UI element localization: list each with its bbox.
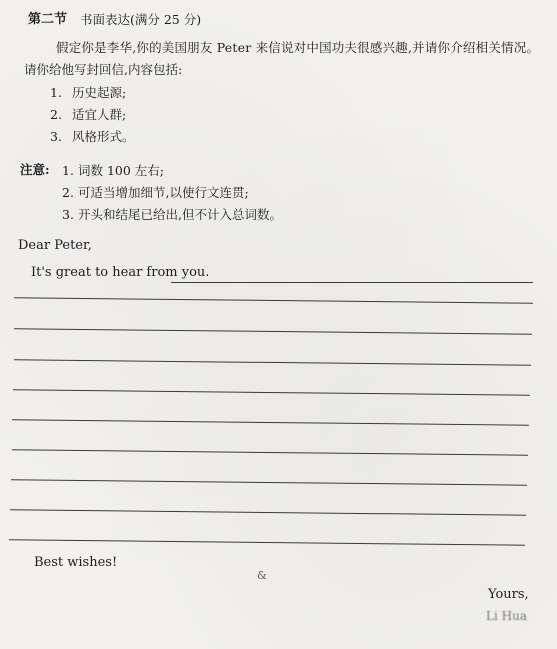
prompt-text-line-2: 请你给他写封回信,内容包括: bbox=[24, 62, 183, 77]
requirement-text: 风格形式。 bbox=[72, 129, 135, 144]
note-text: 可适当增加细节,以使行文连贯; bbox=[78, 185, 249, 200]
writing-line bbox=[14, 297, 533, 303]
writing-line bbox=[171, 282, 533, 283]
section-subtitle: 书面表达(满分 25 分) bbox=[80, 12, 202, 27]
note-number: 2. bbox=[62, 185, 74, 200]
requirement-text: 历史起源; bbox=[72, 85, 127, 100]
requirement-number: 1. bbox=[50, 85, 62, 100]
writing-line bbox=[12, 449, 528, 455]
writing-line bbox=[11, 479, 527, 485]
prompt-text-line-1: 假定你是李华,你的美国朋友 Peter 来信说对中国功夫很感兴趣,并请你介绍相关情况。 bbox=[56, 40, 540, 55]
writing-line bbox=[10, 509, 526, 515]
requirement-item bbox=[50, 83, 126, 101]
letter-greeting: Dear Peter, bbox=[18, 238, 92, 253]
stray-mark: & bbox=[257, 569, 267, 582]
note-item bbox=[62, 205, 282, 223]
note-number: 3. bbox=[62, 207, 74, 222]
letter-sign-off: Yours, bbox=[488, 587, 529, 602]
requirement-number: 3. bbox=[50, 129, 62, 144]
note-number: 1. bbox=[62, 163, 74, 178]
writing-line bbox=[14, 328, 532, 334]
writing-line bbox=[13, 389, 530, 395]
letter-signature: Li Hua bbox=[486, 609, 527, 623]
writing-line bbox=[14, 359, 531, 365]
section-title: 第二节 bbox=[28, 12, 68, 27]
requirement-item bbox=[50, 127, 135, 145]
letter-first-line: It's great to hear from you. bbox=[31, 265, 210, 280]
requirement-number: 2. bbox=[50, 107, 62, 122]
writing-line bbox=[9, 539, 525, 545]
letter-closing: Best wishes! bbox=[34, 555, 118, 570]
requirement-item bbox=[50, 105, 126, 123]
note-text: 开头和结尾已给出,但不计入总词数。 bbox=[78, 207, 282, 222]
note-item bbox=[62, 161, 164, 179]
requirement-text: 适宜人群; bbox=[72, 107, 127, 122]
note-item bbox=[62, 183, 249, 201]
note-text: 词数 100 左右; bbox=[78, 163, 165, 178]
notes-label: 注意: bbox=[20, 162, 50, 177]
writing-line bbox=[12, 419, 529, 425]
